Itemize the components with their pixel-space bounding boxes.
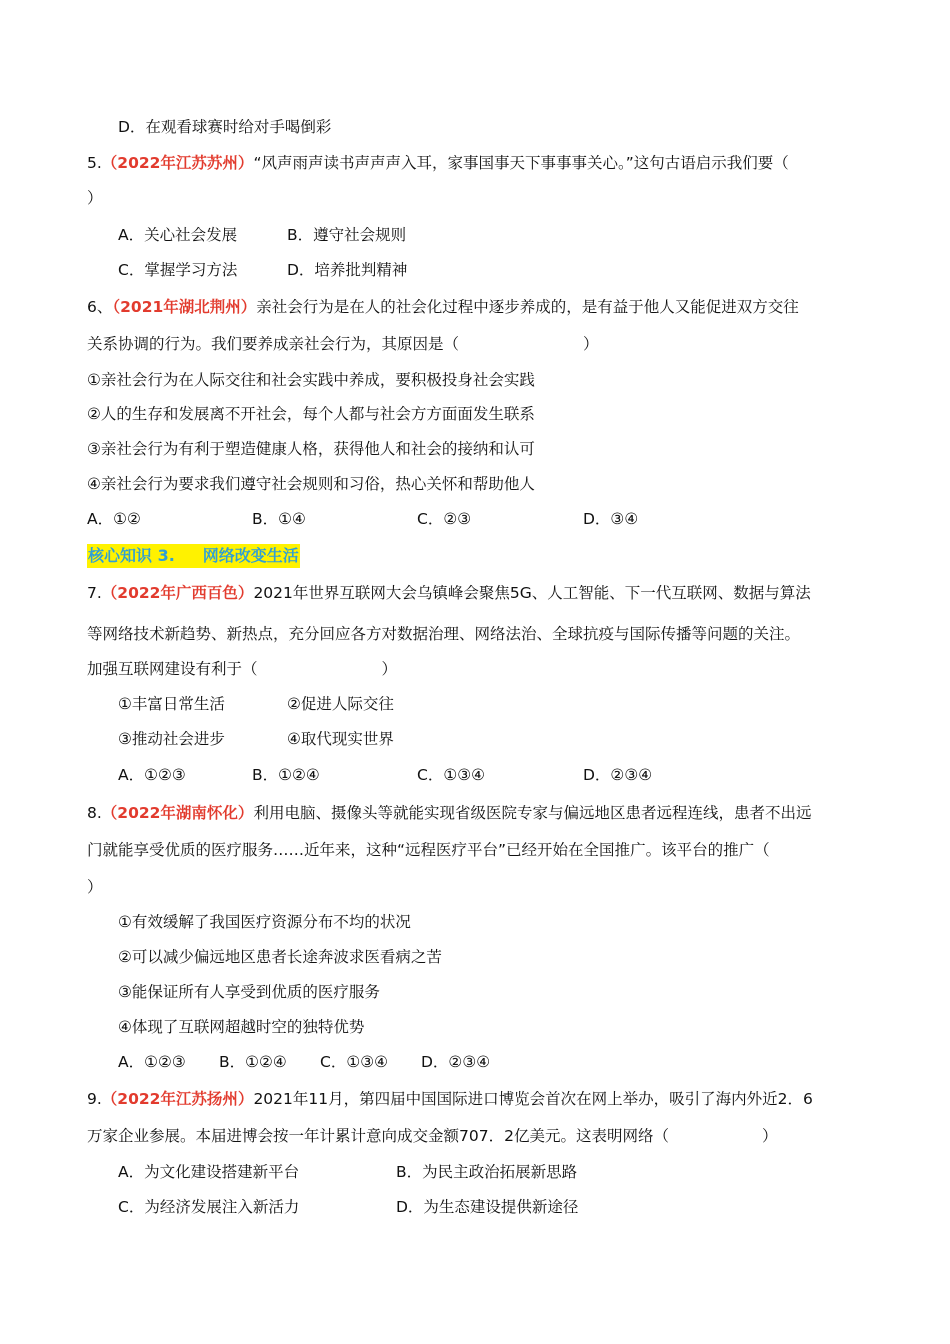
q6-statement-4: ④亲社会行为要求我们遵守社会规则和习俗，热心关怀和帮助他人: [87, 475, 535, 493]
q7-stem-text: 2021年世界互联网大会乌镇峰会聚焦5G、人工智能、下一代互联网、数据与算法: [253, 584, 811, 602]
q6-statement-2: ②人的生存和发展离不开社会，每个人都与社会方方面面发生联系: [87, 405, 535, 423]
q4-option-d: D．在观看球赛时给对手喝倒彩: [118, 118, 332, 136]
q8-statement-3: ③能保证所有人享受到优质的医疗服务: [118, 983, 380, 1001]
q9-option-c: C．为经济发展注入新活力: [118, 1198, 300, 1216]
q5-stem-text: “风声雨声读书声声声入耳，家事国事天下事事事关心。”这句古语启示我们要（: [253, 154, 789, 172]
q6-statement-3: ③亲社会行为有利于塑造健康人格，获得他人和社会的接纳和认可: [87, 440, 535, 458]
q6-option-c: C．②③: [417, 510, 472, 528]
q8-stem-text: 利用电脑、摄像头等就能实现省级医院专家与偏远地区患者远程连线，患者不出远: [253, 804, 812, 822]
section-title: 网络改变生活: [202, 546, 299, 565]
q7-statement-2: ②促进人际交往: [287, 695, 394, 713]
q9-source: （2022年江苏扬州）: [101, 1090, 254, 1108]
q7-stem-line2: 等网络技术新趋势、新热点，充分回应各方对数据治理、网络法治、全球抗疫与国际传播等问题的关注。: [87, 625, 801, 643]
q7-source: （2022年广西百色）: [101, 584, 254, 602]
q6-source: （2021年湖北荆州）: [112, 298, 257, 316]
q6-stem-text: 亲社会行为是在人的社会化过程中逐步养成的，是有益于他人又能促进双方交往: [256, 298, 799, 316]
q7-option-d: D．②③④: [583, 766, 653, 784]
q7-stem-line3: 加强互联网建设有利于（ ）: [87, 660, 398, 678]
q9-stem-text: 2021年11月，第四届中国国际进口博览会首次在网上举办，吸引了海内外近2．6: [253, 1090, 813, 1108]
q5-option-d: D．培养批判精神: [287, 261, 408, 279]
q5-source: （2022年江苏苏州）: [101, 154, 254, 172]
q5-option-b: B．遵守社会规则: [287, 226, 407, 244]
q7-stem-line1: [87, 582, 811, 604]
q9-option-a: A．为文化建设搭建新平台: [118, 1163, 300, 1181]
q8-statement-4: ④体现了互联网超越时空的独特优势: [118, 1018, 365, 1036]
q5-option-c: C．掌握学习方法: [118, 261, 238, 279]
q7-statement-3: ③推动社会进步: [118, 730, 225, 748]
q9-option-b: B．为民主政治拓展新思路: [396, 1163, 578, 1181]
q8-source: （2022年湖南怀化）: [101, 804, 254, 822]
q8-stem-line1: [87, 802, 811, 824]
q5-stem-end: ）: [87, 189, 103, 207]
q5-number: 5.: [87, 154, 102, 172]
q8-stem-line2: 门就能享受优质的医疗服务……近年来，这种“远程医疗平台”已经开始在全国推广。该平台的推广（: [87, 841, 770, 859]
q7-number: 7.: [87, 584, 102, 602]
q8-option-b: B．①②④: [219, 1053, 287, 1071]
q5-option-a: A．关心社会发展: [118, 226, 238, 244]
q7-option-b: B．①②④: [252, 766, 320, 784]
q6-stem-line1: [87, 296, 799, 318]
q9-number: 9.: [87, 1090, 102, 1108]
q8-statement-1: ①有效缓解了我国医疗资源分布不均的状况: [118, 913, 411, 931]
section-label: 核心知识 3.: [88, 546, 175, 565]
q8-stem-end: ）: [87, 878, 103, 896]
q5-stem: [87, 152, 789, 174]
q7-statement-1: ①丰富日常生活: [118, 695, 225, 713]
q7-statement-4: ④取代现实世界: [287, 730, 394, 748]
q8-option-c: C．①③④: [320, 1053, 389, 1071]
q6-stem-line2: 关系协调的行为。我们要养成亲社会行为，其原因是（ ）: [87, 335, 599, 353]
q8-statement-2: ②可以减少偏远地区患者长途奔波求医看病之苦: [118, 948, 442, 966]
q6-statement-1: ①亲社会行为在人际交往和社会实践中养成，要积极投身社会实践: [87, 371, 535, 389]
q6-option-d: D．③④: [583, 510, 639, 528]
q9-option-d: D．为生态建设提供新途径: [396, 1198, 579, 1216]
q8-number: 8.: [87, 804, 102, 822]
q6-option-b: B．①④: [252, 510, 306, 528]
q9-stem-line1: [87, 1088, 813, 1110]
q6-option-a: A．①②: [87, 510, 141, 528]
q6-number: 6、: [87, 298, 113, 316]
section-heading: [87, 544, 300, 568]
q7-option-c: C．①③④: [417, 766, 486, 784]
q8-option-d: D．②③④: [421, 1053, 491, 1071]
q7-option-a: A．①②③: [118, 766, 186, 784]
q9-stem-line2: 万家企业参展。本届进博会按一年计累计意向成交金额707．2亿美元。这表明网络（ ）: [87, 1127, 778, 1145]
q8-option-a: A．①②③: [118, 1053, 186, 1071]
